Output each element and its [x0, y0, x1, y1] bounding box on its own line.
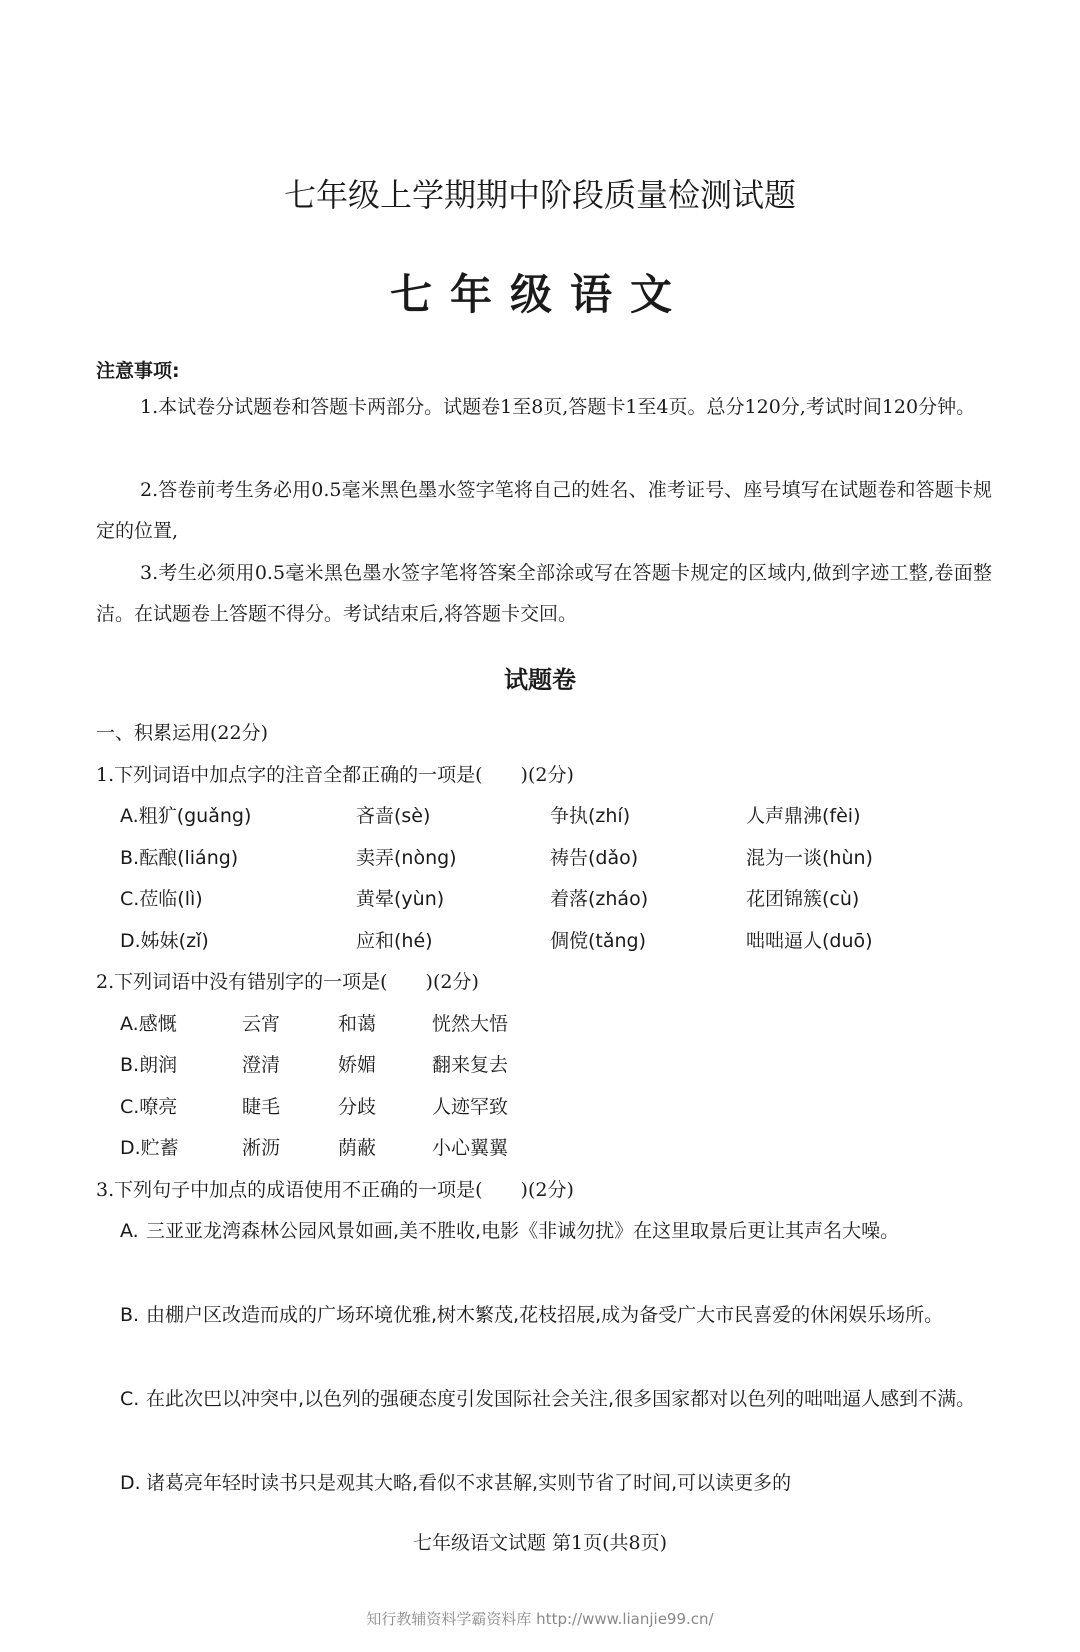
q1-cell: 争执(zhí) [550, 805, 631, 827]
q1-cell: 咄咄逼人(duō) [746, 930, 873, 952]
section-title: 试题卷 [504, 666, 576, 694]
q2-cell: 睫毛 [242, 1096, 281, 1118]
option-label: C. [120, 1388, 140, 1410]
q2-cell: 荫蔽 [338, 1137, 377, 1159]
q1-cell: 卖弄(nòng) [356, 847, 457, 869]
q1-cell: 倜傥(tǎng) [550, 930, 647, 952]
question-1-stem: 1.下列词语中加点字的注音全都正确的一项是( )(2分) [96, 764, 574, 786]
q2-cell: 人迹罕致 [432, 1096, 509, 1118]
q3-option-d [120, 1462, 992, 1504]
option-text: 在此次巴以冲突中,以色列的强硬态度引发国际社会关注,很多国家都对以色列的咄咄逼人感到不满。 [146, 1388, 976, 1410]
q1-cell: D.姊妹(zǐ) [120, 930, 209, 952]
q1-cell: A.粗犷(guǎng) [120, 805, 252, 827]
question-2-stem: 2.下列词语中没有错别字的一项是( )(2分) [96, 971, 479, 993]
q1-cell: 人声鼎沸(fèi) [746, 805, 861, 827]
q2-cell: 淅沥 [242, 1137, 281, 1159]
page-footer: 七年级语文试题 第1页(共8页) [412, 1532, 668, 1554]
q2-cell: 澄清 [242, 1054, 281, 1076]
q2-cell: 云宵 [242, 1013, 281, 1035]
notice-item-3: 3.考生必须用0.5毫米黑色墨水签字笔将答案全部涂或写在答题卡规定的区域内,做到字迹工整,卷面整洁。在试题卷上答题不得分。考试结束后,将答题卡交回。 [96, 562, 992, 625]
notice-item-1: 1.本试卷分试题卷和答题卡两部分。试题卷1至8页,答题卡1至4页。总分120分,考试时间120分钟。 [140, 396, 976, 418]
q1-cell: 黄晕(yùn) [356, 888, 445, 910]
q1-cell: 应和(hé) [356, 930, 433, 952]
notice-heading: 注意事项: [96, 360, 180, 382]
q2-cell: C.嘹亮 [120, 1096, 178, 1118]
q3-option-a [120, 1210, 992, 1252]
watermark-text: 知行教辅资料学霸资料库 http://www.lianjie99.cn/ [366, 1610, 714, 1628]
subject-title: 七年级语文 [389, 270, 690, 319]
q1-cell: 混为一谈(hùn) [746, 847, 873, 869]
notice-item-2: 2.答卷前考生务必用0.5毫米黑色墨水签字笔将自己的姓名、准考证号、座号填写在试题卷和答题卡规定的位置, [96, 479, 992, 542]
option-label: B. [120, 1304, 140, 1326]
q3-option-c [120, 1378, 992, 1420]
q1-cell: B.酝酿(liáng) [120, 847, 239, 869]
q1-cell: C.莅临(lì) [120, 888, 203, 910]
q1-cell: 祷告(dǎo) [550, 847, 639, 869]
part-heading: 一、积累运用(22分) [96, 722, 269, 744]
option-text: 由棚户区改造而成的广场环境优雅,树木繁茂,花枝招展,成为备受广大市民喜爱的休闲娱乐场所。 [146, 1304, 944, 1326]
q2-cell: 分歧 [338, 1096, 377, 1118]
option-text: 诸葛亮年轻时读书只是观其大略,看似不求甚解,实则节省了时间,可以读更多的 [146, 1472, 792, 1494]
q2-cell: 恍然大悟 [432, 1013, 509, 1035]
q2-cell: 娇媚 [338, 1054, 377, 1076]
q2-cell: D.贮蓄 [120, 1137, 179, 1159]
option-text: 三亚亚龙湾森林公园风景如画,美不胜收,电影《非诚勿扰》在这里取景后更让其声名大噪。 [146, 1220, 900, 1242]
q1-cell: 花团锦簇(cù) [746, 888, 860, 910]
q2-cell: 小心翼翼 [432, 1137, 509, 1159]
q2-cell: 和蔼 [338, 1013, 377, 1035]
q2-cell: 翻来复去 [432, 1054, 509, 1076]
option-label: A. [120, 1220, 139, 1242]
q1-cell: 吝啬(sè) [356, 805, 431, 827]
question-3-stem: 3.下列句子中加点的成语使用不正确的一项是( )(2分) [96, 1179, 574, 1201]
option-label: D. [120, 1472, 141, 1494]
exam-title: 七年级上学期期中阶段质量检测试题 [283, 176, 796, 214]
q1-cell: 着落(zháo) [550, 888, 649, 910]
q3-option-b [120, 1294, 992, 1336]
q2-cell: B.朗润 [120, 1054, 178, 1076]
q2-cell: A.感慨 [120, 1013, 177, 1035]
